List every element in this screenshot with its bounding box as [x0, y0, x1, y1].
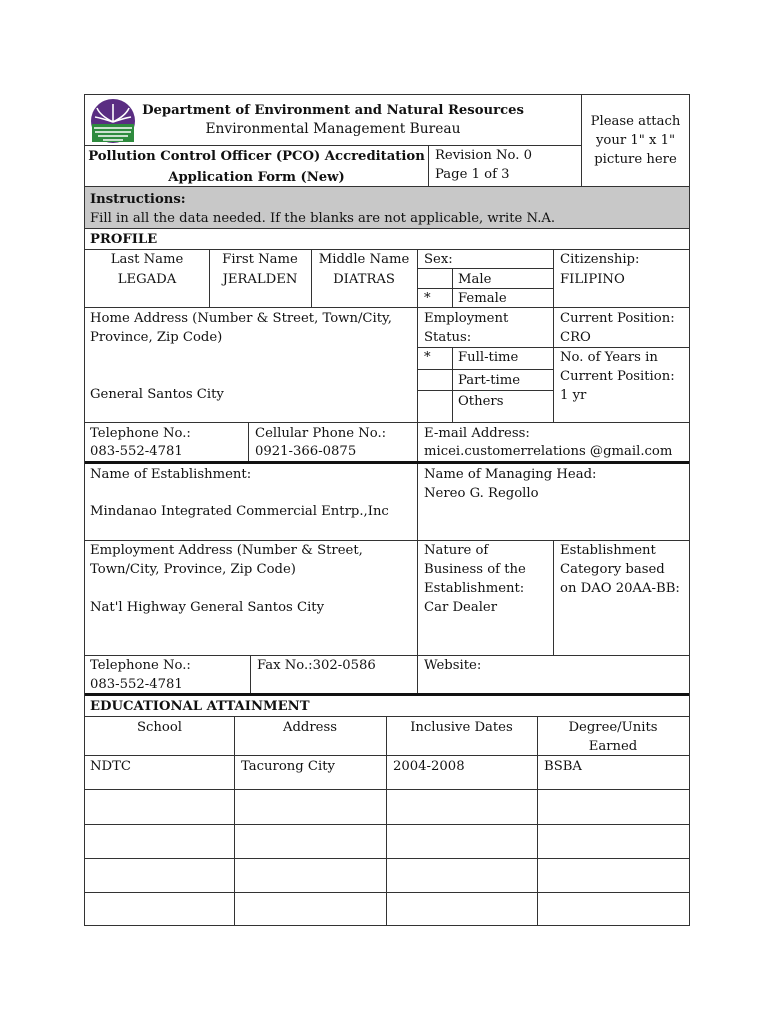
citizenship-value[interactable]: FILIPINO: [560, 272, 625, 287]
est-telephone-label: Telephone No.:: [90, 658, 191, 673]
edu-dates-cell[interactable]: [393, 826, 533, 856]
edu-col-degree-1: Degree/Units: [568, 720, 658, 735]
edu-row-border-1: [85, 789, 689, 790]
form-title-line1: Pollution Control Officer (PCO) Accreditation: [88, 149, 425, 164]
category-label-2: Category based: [560, 562, 665, 577]
establishment-bottom-thick-border: [85, 693, 689, 696]
page-number: Page 1 of 3: [435, 167, 510, 182]
instructions-heading: Instructions:: [90, 192, 186, 207]
nature-label-3: Establishment:: [424, 581, 525, 596]
nature-label-2: Business of the: [424, 562, 526, 577]
status-parttime-label: Part-time: [458, 373, 521, 388]
edu-col-divider-1: [234, 716, 235, 926]
edu-row-border-4: [85, 892, 689, 893]
home-address-value[interactable]: General Santos City: [90, 387, 224, 402]
last-name-value[interactable]: LEGADA: [117, 272, 177, 287]
last-name-label: Last Name: [110, 252, 184, 267]
profile-top-border: [85, 228, 689, 229]
sex-checkbox-divider: [452, 268, 453, 308]
denr-logo: [90, 98, 136, 144]
employment-address-label-2: Town/City, Province, Zip Code): [90, 562, 296, 577]
edu-school-cell[interactable]: [90, 826, 230, 856]
sex-label: Sex:: [424, 252, 453, 267]
website-label: Website:: [424, 658, 482, 673]
nature-label-1: Nature of: [424, 543, 489, 558]
education-heading: EDUCATIONAL ATTAINMENT: [90, 699, 310, 714]
years-value[interactable]: 1 yr: [560, 388, 587, 403]
sex-male-checkbox[interactable]: [424, 270, 450, 288]
edu-dates-cell[interactable]: 2004-2008: [393, 759, 465, 774]
fax-label: Fax No.:302-0586: [257, 658, 376, 673]
edu-dates-cell[interactable]: [393, 860, 533, 890]
photo-instruction-1: Please attach: [590, 114, 681, 129]
address-row-bottom: [85, 422, 689, 423]
establishment-name-value[interactable]: Mindanao Integrated Commercial Entrp.,Inc: [90, 504, 389, 519]
telephone-label: Telephone No.:: [90, 426, 191, 441]
edu-row-border-2: [85, 824, 689, 825]
edu-address-cell[interactable]: [241, 826, 381, 856]
cellular-value[interactable]: 0921-366-0875: [255, 444, 357, 459]
profile-right-divider: [553, 249, 554, 422]
sex-female-checkbox[interactable]: *: [424, 291, 431, 306]
edu-degree-cell[interactable]: [544, 894, 684, 924]
edu-address-cell[interactable]: [241, 860, 381, 890]
bureau-name: Environmental Management Bureau: [205, 121, 461, 137]
edu-degree-cell[interactable]: [544, 860, 684, 890]
sex-female-label: Female: [458, 291, 507, 306]
status-checkbox-divider: [452, 347, 453, 422]
cellular-label: Cellular Phone No.:: [255, 426, 387, 441]
sex-male-label: Male: [458, 272, 492, 287]
first-name-value[interactable]: JERALDEN: [222, 272, 298, 287]
edu-school-cell[interactable]: [90, 860, 230, 890]
nature-category-divider: [553, 540, 554, 655]
edu-school-cell[interactable]: NDTC: [90, 759, 131, 774]
home-address-label-1: Home Address (Number & Street, Town/City,: [90, 311, 392, 326]
current-position-label: Current Position:: [560, 311, 675, 326]
edu-row-border-3: [85, 858, 689, 859]
citizenship-label: Citizenship:: [560, 252, 640, 267]
middle-name-value[interactable]: DIATRAS: [333, 272, 395, 287]
employment-address-value[interactable]: Nat'l Highway General Santos City: [90, 600, 325, 615]
status-fulltime-label: Full-time: [458, 350, 519, 365]
status-others-checkbox[interactable]: [424, 392, 450, 410]
edu-col-school: School: [136, 720, 182, 735]
employment-address-label-1: Employment Address (Number & Street,: [90, 543, 363, 558]
photo-instruction-2: your 1" x 1": [595, 133, 676, 148]
profile-heading: PROFILE: [90, 232, 158, 247]
edu-address-cell[interactable]: [241, 894, 381, 924]
email-value[interactable]: micei.customerrelations @gmail.com: [424, 444, 673, 459]
status-divider-2: [417, 369, 553, 370]
edu-col-address: Address: [282, 720, 338, 735]
edu-header-border: [85, 755, 689, 756]
department-name: Department of Environment and Natural Resources: [142, 103, 524, 118]
establishment-name-label: Name of Establishment:: [90, 467, 252, 482]
years-label-1: No. of Years in: [560, 350, 658, 365]
nature-value[interactable]: Car Dealer: [424, 600, 498, 615]
est-contact-divider: [250, 655, 251, 694]
first-name-label: First Name: [222, 252, 298, 267]
current-position-value[interactable]: CRO: [560, 330, 591, 345]
years-label-2: Current Position:: [560, 369, 675, 384]
edu-dates-cell[interactable]: [393, 894, 533, 924]
photo-instruction-3: picture here: [594, 152, 677, 167]
category-label-3: on DAO 20AA-BB:: [560, 581, 680, 596]
edu-dates-cell[interactable]: [393, 791, 533, 821]
employment-status-label-1: Employment: [424, 311, 509, 326]
status-others-label: Others: [458, 394, 504, 409]
status-fulltime-checkbox[interactable]: *: [424, 350, 431, 365]
establishment-mid-divider: [417, 464, 418, 694]
managing-head-value[interactable]: Nereo G. Regollo: [424, 486, 539, 501]
edu-degree-cell[interactable]: BSBA: [544, 759, 582, 774]
est-telephone-value[interactable]: 083-552-4781: [90, 677, 183, 692]
category-label-1: Establishment: [560, 543, 656, 558]
edu-col-dates: Inclusive Dates: [410, 720, 513, 735]
instructions-text: Fill in all the data needed. If the blanks are not applicable, write N.A.: [90, 211, 556, 226]
name-row-bottom: [85, 307, 689, 308]
middle-name-label: Middle Name: [318, 252, 410, 267]
edu-degree-cell[interactable]: [544, 791, 684, 821]
instructions-top-border: [85, 186, 689, 187]
status-divider-3: [417, 390, 553, 391]
employment-status-label-2: Status:: [424, 330, 472, 345]
edu-address-cell[interactable]: [241, 791, 381, 821]
profile-bottom-thick-border: [85, 461, 689, 464]
form-title-line2: Application Form (New): [168, 170, 345, 185]
edu-school-cell[interactable]: [90, 894, 230, 924]
edu-degree-cell[interactable]: [544, 826, 684, 856]
revision-number: Revision No. 0: [435, 148, 533, 163]
edu-col-degree-2: Earned: [588, 739, 638, 754]
education-heading-border: [85, 716, 689, 717]
email-label: E-mail Address:: [424, 426, 530, 441]
contact-divider-2: [417, 422, 418, 462]
home-address-label-2: Province, Zip Code): [90, 330, 223, 345]
edu-col-divider-2: [386, 716, 387, 926]
managing-head-label: Name of Managing Head:: [424, 467, 597, 482]
edu-school-cell[interactable]: [90, 791, 230, 821]
telephone-value[interactable]: 083-552-4781: [90, 444, 183, 459]
contact-divider-1: [248, 422, 249, 462]
sex-divider-1: [417, 268, 553, 269]
profile-mid-divider: [417, 249, 418, 422]
status-parttime-checkbox[interactable]: [424, 371, 450, 389]
title-revision-divider: [428, 145, 429, 187]
edu-address-cell[interactable]: Tacurong City: [241, 759, 335, 774]
